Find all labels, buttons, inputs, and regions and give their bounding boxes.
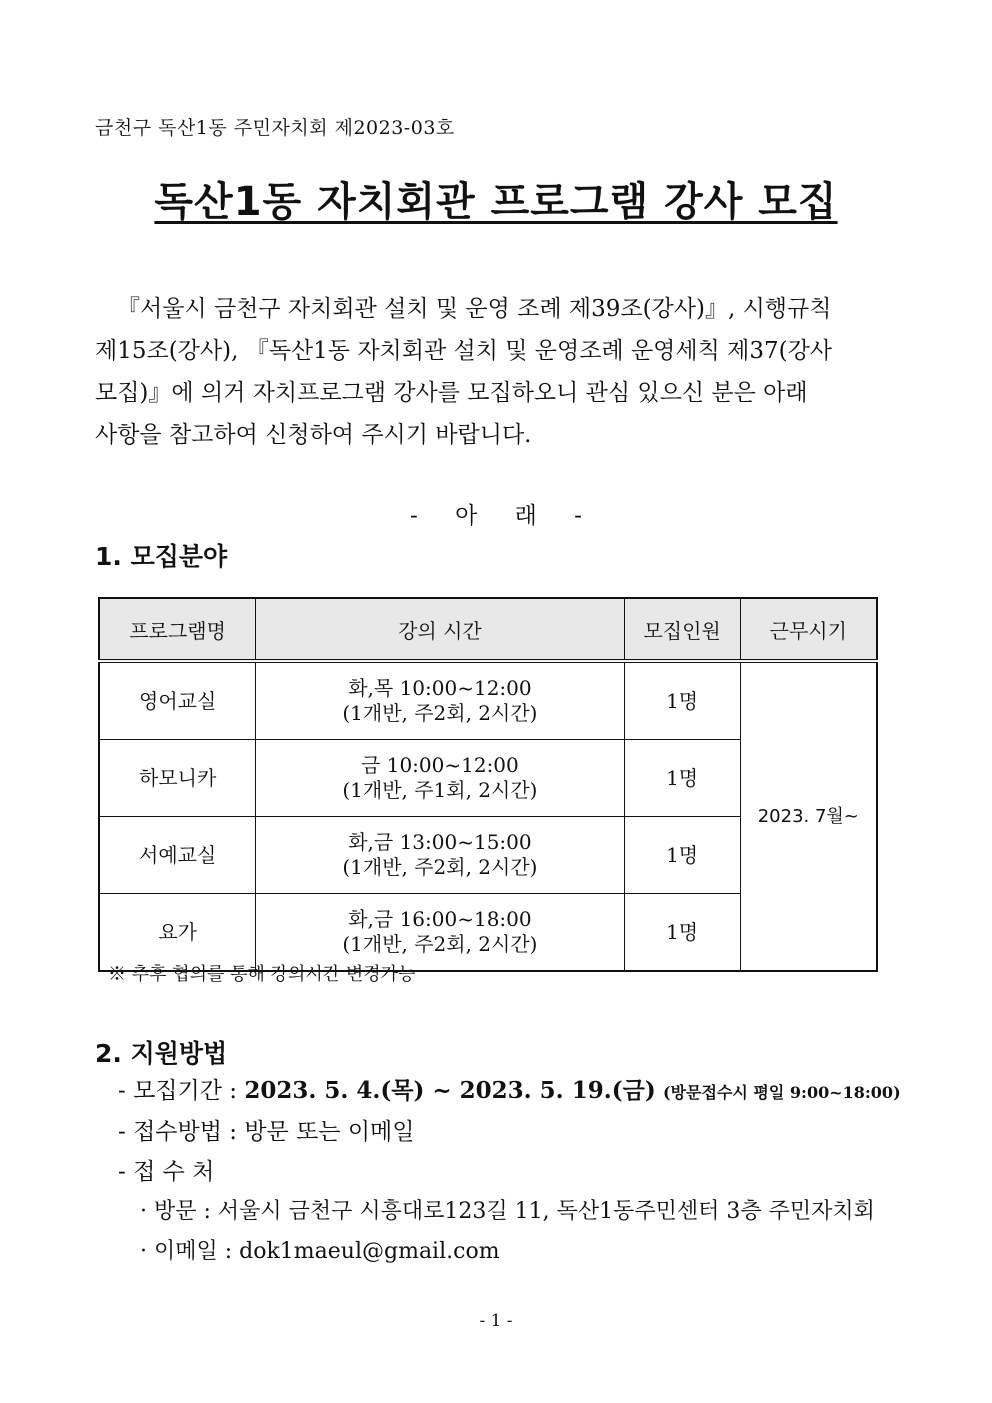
header-program-name: 프로그램명 (99, 598, 256, 661)
table-header-row (99, 598, 877, 661)
application-period (118, 1072, 901, 1105)
header-headcount: 모집인원 (624, 598, 740, 661)
period-note: (방문접수시 평일 9:00~18:00) (663, 1083, 901, 1102)
headcount: 1명 (624, 817, 740, 894)
headcount: 1명 (624, 661, 740, 740)
work-period: 2023. 7월~ (740, 661, 877, 971)
table-row (99, 661, 877, 740)
below-label: - 아 래 - (410, 503, 582, 529)
program-name: 서예교실 (99, 817, 256, 894)
intro-line: 제15조(강사), 『독산1동 자치회관 설치 및 운영조례 운영세칙 제37(강사 (95, 338, 833, 364)
section-heading-recruitment: 1. 모집분야 (95, 542, 228, 571)
page-title: 독산1동 자치회관 프로그램 강사 모집 (154, 179, 838, 225)
intro-paragraph (95, 288, 895, 456)
intro-line: 사항을 참고하여 신청하여 주시기 바랍니다. (95, 422, 532, 448)
visit-address: · 방문 : 서울시 금천구 시흥대로123길 11, 독산1동주민센터 3층 주민자치회 (140, 1199, 875, 1224)
class-time: 화,금 13:00~15:00 (1개반, 주2회, 2시간) (256, 817, 624, 894)
program-name: 요가 (99, 894, 256, 972)
section-heading-application: 2. 지원방법 (95, 1039, 228, 1068)
email-address: · 이메일 : dok1maeul@gmail.com (140, 1239, 500, 1264)
application-method: - 접수방법 : 방문 또는 이메일 (118, 1119, 415, 1145)
period-label: - 모집기간 : (118, 1078, 238, 1104)
headcount: 1명 (624, 740, 740, 817)
class-time: 화,목 10:00~12:00 (1개반, 주2회, 2시간) (256, 661, 624, 740)
header-class-time: 강의 시간 (256, 598, 624, 661)
program-name: 하모니카 (99, 740, 256, 817)
program-table (98, 597, 878, 972)
class-time: 화,금 16:00~18:00 (1개반, 주2회, 2시간) (256, 894, 624, 972)
document-number: 금천구 독산1동 주민자치회 제2023-03호 (95, 117, 455, 139)
period-value: 2023. 5. 4.(목) ~ 2023. 5. 19.(금) (244, 1077, 656, 1104)
class-time: 금 10:00~12:00 (1개반, 주1회, 2시간) (256, 740, 624, 817)
intro-line: 『서울시 금천구 자치회관 설치 및 운영 조례 제39조(강사)』, 시행규칙 (117, 296, 832, 322)
page-number: - 1 - (479, 1311, 513, 1331)
table-note: ※ 추후 협의를 통해 강의시간 변경가능 (108, 964, 416, 985)
application-place-label: - 접 수 처 (118, 1159, 215, 1185)
headcount: 1명 (624, 894, 740, 972)
intro-line: 모집)』에 의거 자치프로그램 강사를 모집하오니 관심 있으신 분은 아래 (95, 380, 808, 406)
header-work-period: 근무시기 (740, 598, 877, 661)
program-name: 영어교실 (99, 661, 256, 740)
